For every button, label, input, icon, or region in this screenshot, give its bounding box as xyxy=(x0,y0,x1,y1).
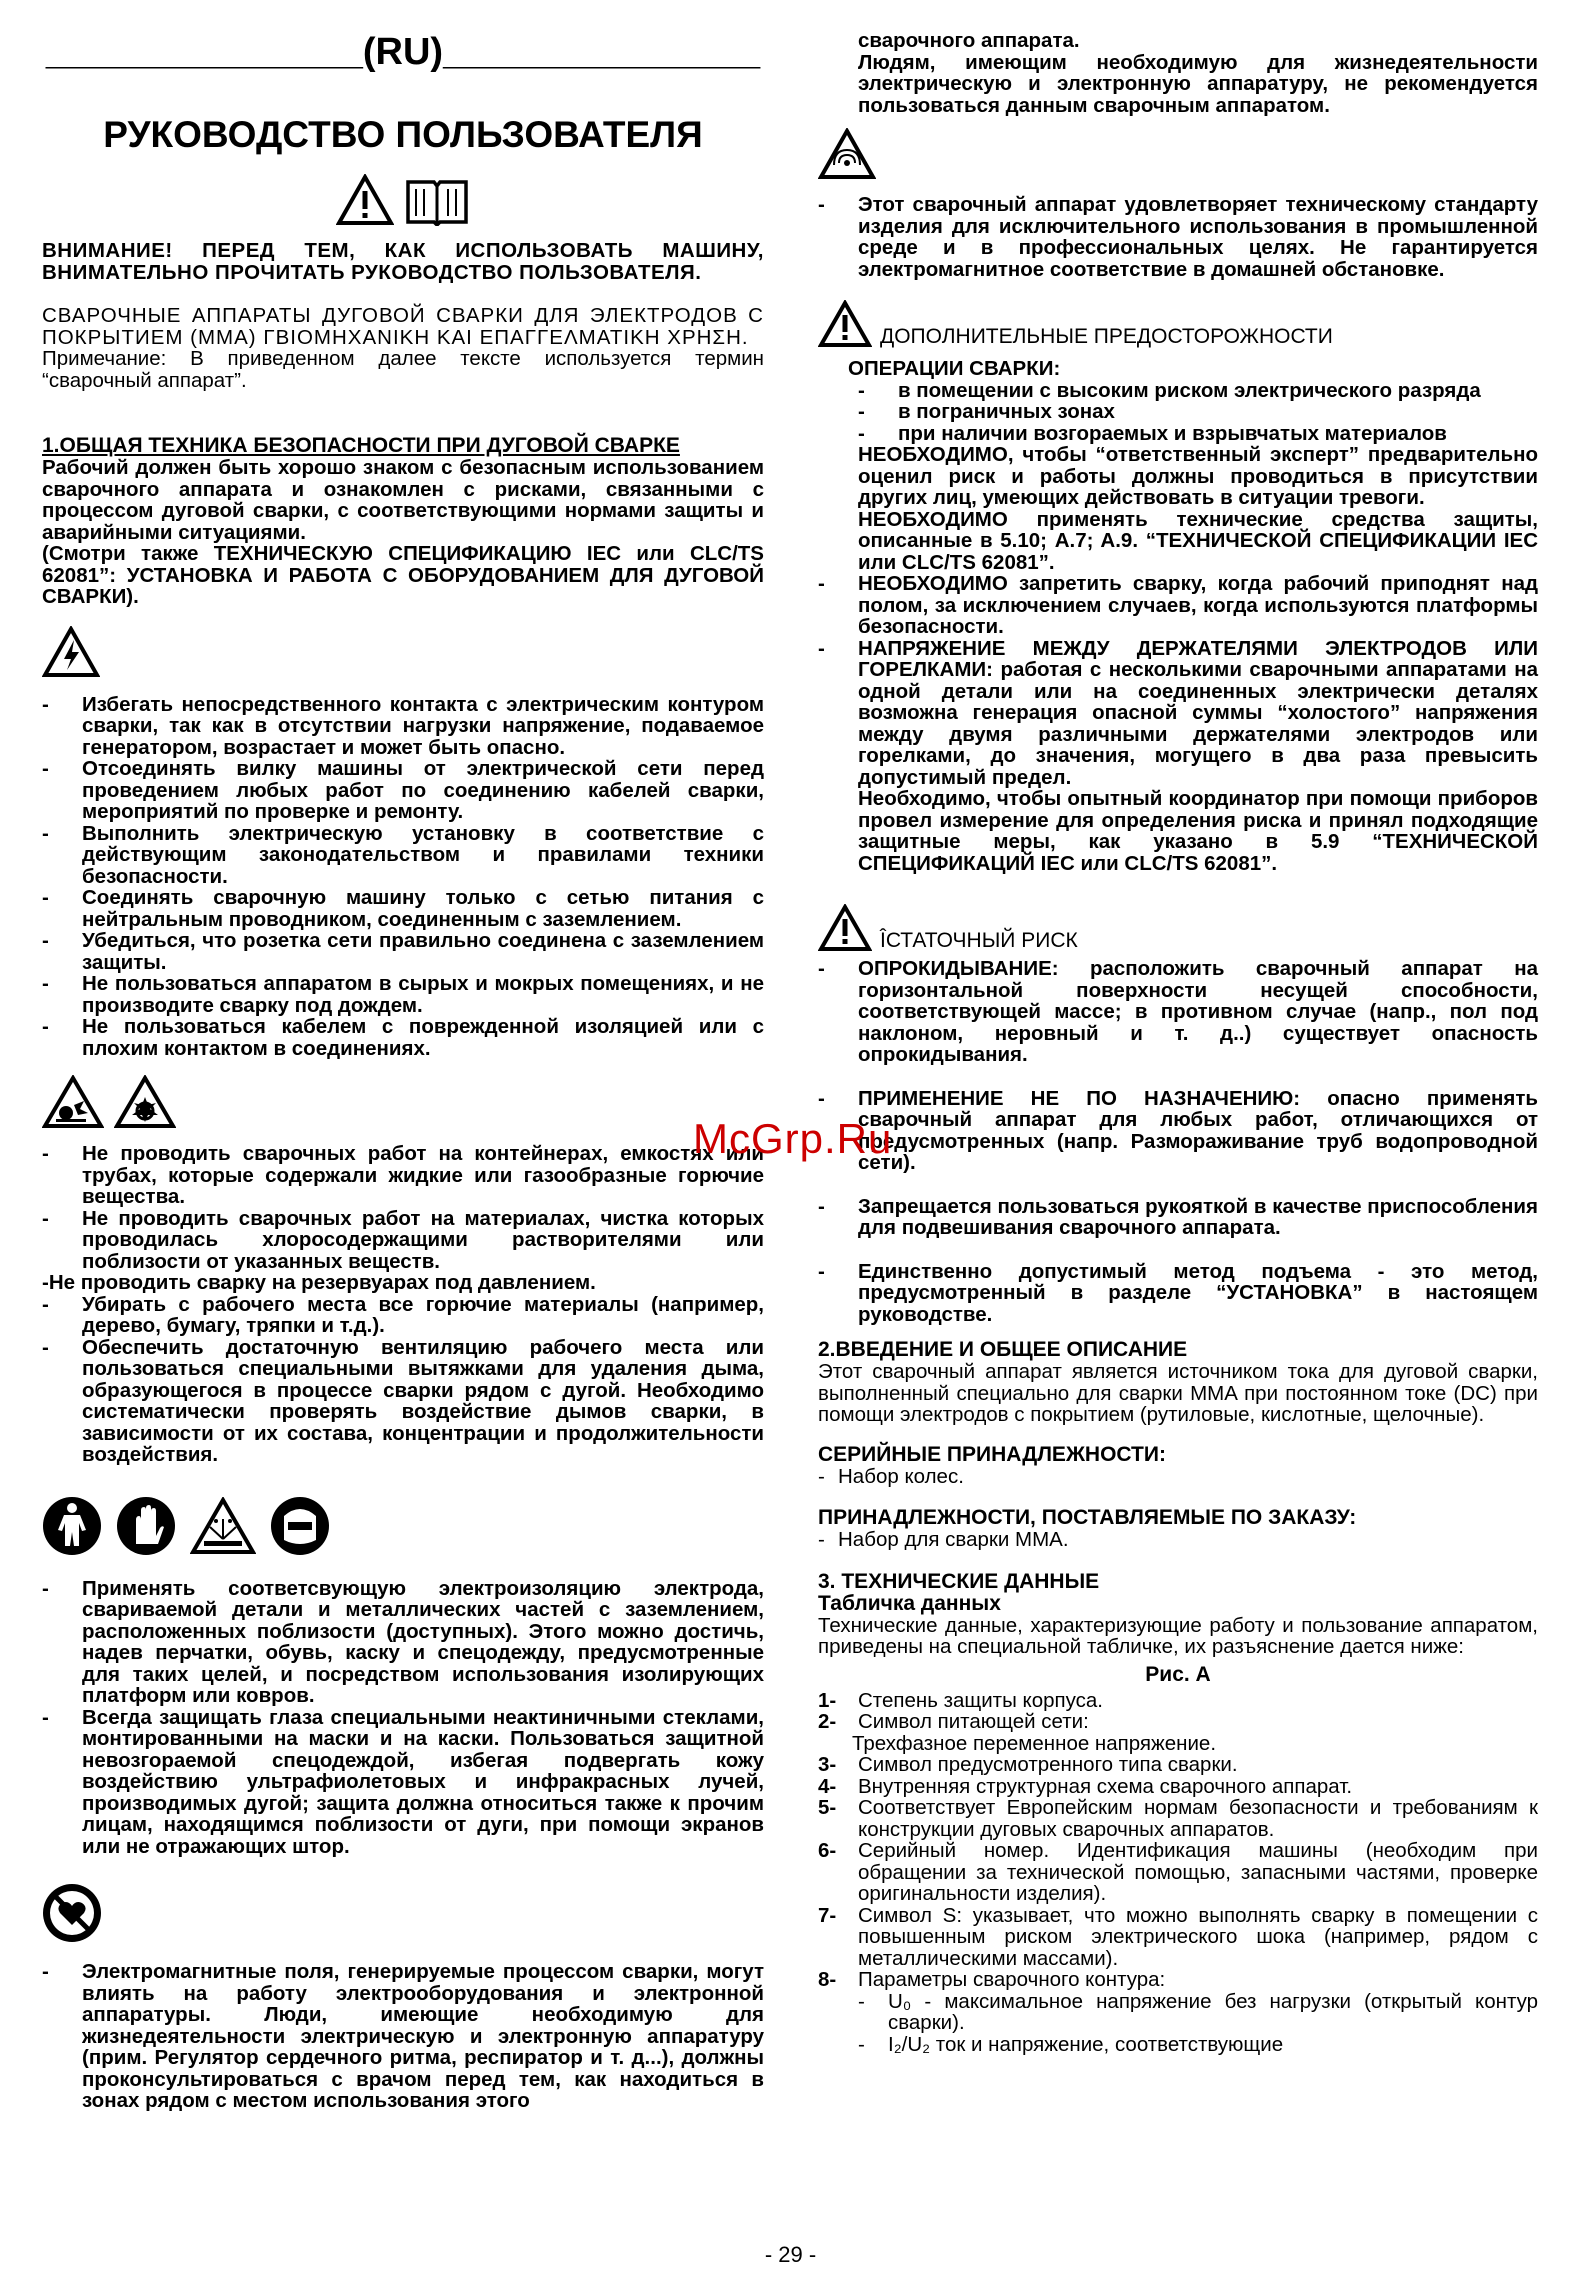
right-column xyxy=(818,30,1538,2055)
extra-precautions-header xyxy=(818,300,1538,348)
list-item: - НАПРЯЖЕНИЕ МЕЖДУ ДЕРЖАТЕЛЯМИ ЭЛЕКТРОДОВ ИЛИ ГОРЕЛКАМИ: работая с несколькими сварочными аппаратами на одной детали или на соединенных электрически деталях возможна генерация опасной суммы “холостого” напряжения между двумя различными держателями электродов или горелками, до значения, могущего в два раза превысить допустимый предел. xyxy=(818,636,1538,789)
fire-risk-icon xyxy=(114,1075,176,1129)
welding-operations xyxy=(818,358,1538,573)
operations-list-2 xyxy=(818,573,1538,874)
section-2-title: 2.ВВЕДЕНИЕ И ОБЩЕЕ ОПИСАНИЕ xyxy=(818,1338,1188,1361)
list-item: - Набор для сварки MMA. xyxy=(818,1528,1069,1551)
list-item: - I₂/U₂ ток и напряжение, соответствующие xyxy=(858,2032,1284,2056)
page-title: РУКОВОДСТВО ПОЛЬЗОВАТЕЛЯ xyxy=(103,114,703,155)
list-item: - ПРИМЕНЕНИЕ НЕ ПО НАЗНАЧЕНИЮ: опасно применять сварочный аппарат для любых работ, отличающихся от предусмотренных (напр. Размораживание труб водопроводной сети). xyxy=(818,1086,1538,1174)
watermark: McGrp.Ru xyxy=(693,1115,893,1162)
emc-standard-list xyxy=(818,194,1538,280)
emc-continuation: сварочного аппарата. Людям, имеющим необходимую для жизнедеятельности электрическую и электронную аппаратуру, не рекомендуется пользоваться данным сварочным аппаратом. xyxy=(858,29,1538,117)
list-item: - Электромагнитные поля, генерируемые процессом сварки, могут влиять на работу электрооборудования и электронной аппаратуры. Люди, имеющие необходимую для жизнедеятельности электрическую и электронную аппаратуру (прим. Регулятор сердечного ритма, респиратор и т. д...), должны проконсультироваться с врачом перед тем, как находиться в зонах рядом с местом использования этого xyxy=(42,1960,764,2112)
list-item: 1- Степень защиты корпуса. xyxy=(818,1688,1103,1712)
list-item: - Запрещается пользоваться рукояткой в качестве приспособления для подвешивания сварочного аппарата. xyxy=(818,1194,1538,1239)
list-item: - ОПРОКИДЫВАНИЕ: расположить сварочный аппарат на горизонтальной поверхности несущей способности, соответствующей массе; в противном случае (напр., пол под наклоном, неровный и т. д..) существует опасность опрокидывания. xyxy=(818,957,1538,1066)
caution-triangle-icon xyxy=(818,904,872,952)
intro-text: СВАРОЧНЫЕ АППАРАТЫ ДУГОВОЙ СВАРКИ ДЛЯ ЭЛЕКТРОДОВ С ПОКРЫТИЕМ (MMA) ΓΒΙΟΜΗΧΑΝΙΚΗ ΚΑΙ ΕΠΑΓΓΕΛΜΑΤΙΚΗ ΧΡΗΣΗ. xyxy=(42,304,764,349)
list-item: - Единственно допустимый метод подъема - это метод, предусмотренный в разделе “УСТАНОВКА” в настоящем руководстве. xyxy=(818,1259,1538,1326)
operations-title: ОПЕРАЦИИ СВАРКИ: xyxy=(848,357,1061,380)
residual-risk-title: ÎСТАТОЧНЫЙ РИСК xyxy=(880,929,1078,952)
section-1-text: Рабочий должен быть хорошо знаком с безопасным использованием сварочного аппарата и ознакомлен с рисками, связанными с процессом дуговой сварки, с соответствующими нормами защиты и аварийными ситуациями. xyxy=(42,456,764,544)
language-header: _______________(RU)_______________ xyxy=(45,31,761,73)
serial-accessories-title: СЕРИЙНЫЕ ПРИНАДЛЕЖНОСТИ: xyxy=(818,1442,1166,1466)
list-item: 2- Символ питающей сети: xyxy=(818,1710,1089,1733)
operations-text-3: Необходимо, чтобы опытный координатор при помощи приборов провел измерение для определения риска и принял подходящие защитные меры, как указано в 5.9 “ТЕХНИЧЕСКОЙ СПЕЦИФИКАЦИЙ IEC или CLC/TS 62081”. xyxy=(858,787,1538,875)
list-item: - U₀ - максимальное напряжение без нагрузки (открытый контур сварки). xyxy=(858,1989,1538,2034)
gloves-icon xyxy=(116,1496,176,1556)
residual-risk-header xyxy=(818,904,1538,952)
emc-list xyxy=(42,1961,764,2112)
pressure-warning: -Не проводить сварку на резервуарах под давлением. xyxy=(42,1271,596,1294)
warning-triangle-icon xyxy=(336,174,394,226)
list-item: - Всегда защищать глаза специальными неактиничными стеклами, монтированными на маски и на каски. Пользоваться защитной невозгораемой спецодеждой, избегая подвергать кожу воздействию ультрафиолетовых и инфракрасных лучей, производимых дугой; защита должна относиться также к прочим лицам, находящимся поблизости от дуги, при помощи экранов или не отражающих штор. xyxy=(42,1705,764,1858)
fire-safety-list xyxy=(42,1143,764,1466)
protective-suit-icon xyxy=(42,1496,102,1556)
sparks-burn-icon xyxy=(190,1497,256,1555)
list-item: - Применять соответсвующую электроизоляцию электрода, свариваемой детали и металлических частей с заземлением, расположенных поблизости (доступных). Этого можно достичь, надев перчатки, обувь, каску и спецодежду, предусмотренные для таких целей, и посредством использования изолирующих платформ или ковров. xyxy=(42,1576,764,1707)
list-item: - Обеспечить достаточную вентиляцию рабочего места или пользоваться специальными вытяжками для удаления дыма, образующегося в процессе сварки рядом с дугой. Необходимо систематически проверять воздействие дымов сварки, в зависимости от их состава, концентрации и продолжительности воздействия. xyxy=(42,1335,764,1466)
residual-risk-list xyxy=(818,958,1538,1325)
list-item: 3- Символ предусмотренного типа сварки. xyxy=(818,1753,1238,1776)
list-item: - Убирать с рабочего места все горючие материалы (например, дерево, бумагу, тряпки и т.д.). xyxy=(42,1292,764,1337)
figure-label: Рис. A xyxy=(1145,1662,1211,1686)
order-accessories-title: ПРИНАДЛЕЖНОСТИ, ПОСТАВЛЯЕМЫЕ ПО ЗАКАЗУ: xyxy=(818,1506,1357,1529)
no-pacemaker-icon xyxy=(42,1883,764,1943)
data-plate-list xyxy=(818,1690,1538,2056)
list-item: - в помещении с высоким риском электрического разряда xyxy=(858,378,1481,402)
list-item: - Не проводить сварочных работ на контейнерах, емкостях или трубах, которые содержали жидкие или газообразные горючие вещества. xyxy=(42,1142,764,1208)
electromagnetic-field-icon xyxy=(818,128,1538,180)
face-shield-icon xyxy=(270,1496,330,1556)
ppe-icons xyxy=(42,1496,764,1556)
list-item: 6- Серийный номер. Идентификация машины (необходим при обращении за технической помощью, запасными частями, проверке оригинальности изделия). xyxy=(818,1839,1538,1905)
operations-text: НЕОБХОДИМО, чтобы “ответственный эксперт” предварительно оценил риск и работы должны проводиться в присутствии других лиц, умеющих действовать в ситуации тревоги. xyxy=(858,443,1538,509)
section-3-title: 3. ТЕХНИЧЕСКИЕ ДАННЫЕ xyxy=(818,1569,1100,1593)
list-item: - Не проводить сварочных работ на материалах, чистка которых проводилась хлоросодержащими растворителями или поблизости от указанных веществ. xyxy=(42,1206,764,1273)
list-item: - Отсоединять вилку машины от электрической сети перед проведением любых работ по соединению кабелей сварки, мероприятий по проверке и ремонту. xyxy=(42,757,764,823)
warning-icons xyxy=(42,174,764,226)
page-number: - 29 - xyxy=(764,2242,817,2267)
list-item: 5- Соответствует Европейским нормам безопасности и требованиям к конструкции дуговых сварочных аппаратов. xyxy=(818,1796,1538,1841)
list-item: 7- Символ S: указывает, что можно выполнять сварку в помещении с повышенным риском электрического шока (например, рядом с металлическими массами). xyxy=(818,1903,1538,1970)
electric-shock-icon xyxy=(42,626,764,678)
list-item: - Не пользоваться аппаратом в сырых и мокрых помещениях, и не производите сварку под дождем. xyxy=(42,972,764,1017)
ppe-list xyxy=(42,1578,764,1858)
section-1-reference: (Смотри также ТЕХНИЧЕСКУЮ СПЕЦИФИКАЦИЮ IEC или CLC/TS 62081”: УСТАНОВКА И РАБОТА С ОБОРУДОВАНИЕМ ДЛЯ ДУГОВОЙ СВАРКИ). xyxy=(42,542,764,608)
section-1-title: 1.ОБЩАЯ ТЕХНИКА БЕЗОПАСНОСТИ ПРИ ДУГОВОЙ СВАРКЕ xyxy=(42,434,680,457)
list-item: - при наличии возгораемых и взрывчатых материалов xyxy=(858,421,1447,445)
list-item: - Избегать непосредственного контакта с электрическим контуром сварки, так как в отсутствии нагрузки напряжение, подаваемое генератором, возрастает и может быть опасно. xyxy=(42,692,764,759)
explosion-risk-icon xyxy=(42,1075,104,1129)
extra-precautions-title: ДОПОЛНИТЕЛЬНЫЕ ПРЕДОСТОРОЖНОСТИ xyxy=(880,325,1333,348)
section-2-text: Этот сварочный аппарат является источником тока для дуговой сварки, выполненный специально для сварки MMA при постоянном токе (DC) при помощи электродов с покрытием (рутиловые, кислотные, щелочные). xyxy=(818,1360,1538,1426)
list-item: - Не пользоваться кабелем с поврежденной изоляцией или с плохим контактом в соединениях. xyxy=(42,1015,764,1060)
list-item: Трехфазное переменное напряжение. xyxy=(852,1731,1217,1755)
note-text: Примечание: В приведенном далее тексте используется термин “сварочный аппарат”. xyxy=(42,347,764,392)
fire-explosion-icons xyxy=(42,1075,764,1129)
list-item: 4- Внутренняя структурная схема сварочного аппарат. xyxy=(818,1774,1353,1798)
caution-triangle-icon xyxy=(818,300,872,348)
left-column xyxy=(42,30,764,2112)
list-item: - в пограничных зонах xyxy=(858,400,1115,423)
list-item: - Убедиться, что розетка сети правильно соединена с заземлением защиты. xyxy=(42,929,764,974)
list-item: 8- Параметры сварочного контура: xyxy=(818,1968,1166,1991)
list-item: - Этот сварочный аппарат удовлетворяет техническому стандарту изделия для исключительного использования в промышленной среде и в профессиональных целях. Не гарантируется электромагнитное соответствие в домашней обстановке. xyxy=(818,193,1538,281)
list-item: - Выполнить электрическую установку в соответствие с действующим законодательством и правилами техники безопасности. xyxy=(42,821,764,888)
list-item: - Набор колес. xyxy=(818,1464,964,1488)
warning-text: ВНИМАНИЕ! ПЕРЕД ТЕМ, КАК ИСПОЛЬЗОВАТЬ МАШИНУ, ВНИМАТЕЛЬНО ПРОЧИТАТЬ РУКОВОДСТВО ПОЛЬЗОВАТЕЛЯ. xyxy=(42,239,764,284)
section-3-text: Технические данные, характеризующие работу и пользование аппаратом, приведены на специальной табличке, их разъяснение дается ниже: xyxy=(818,1613,1538,1658)
electric-safety-list xyxy=(42,694,764,1060)
operations-text-2: НЕОБХОДИМО применять технические средства защиты, описанные в 5.10; A.7; A.9. “ТЕХНИЧЕСКОЙ СПЕЦИФИКАЦИИ IEC или CLC/TS 62081”. xyxy=(858,507,1538,574)
section-3-subtitle: Табличка данных xyxy=(818,1591,1001,1615)
manual-book-icon xyxy=(404,174,470,226)
list-item: - Соединять сварочную машину только с сетью питания с нейтральным проводником, соединенным с заземлением. xyxy=(42,886,764,931)
list-item: - НЕОБХОДИМО запретить сварку, когда рабочий приподнят над полом, за исключением случаев, когда используются платформы безопасности. xyxy=(818,572,1538,638)
